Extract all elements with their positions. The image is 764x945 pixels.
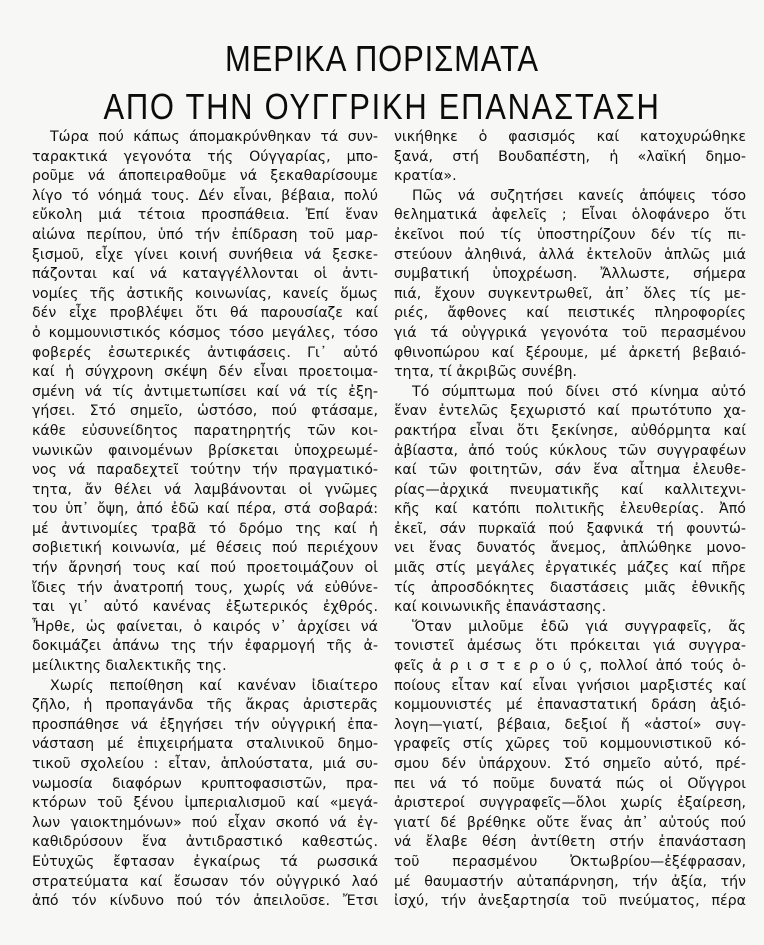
text-line: ξανά, στή Βουδαπέστη, ἡ «λαϊκή δημο-: [394, 148, 746, 165]
text-line: γήσει. Στό σημεῖο, ὡστόσο, πού φτάσαμε,: [32, 403, 378, 420]
text-line: τικοῦ σχολείου : εἶταν, ἁπλούστατα, μιά συ-: [32, 756, 378, 772]
text-line: καί τῶν φοιτητῶν, σάν ἕνα αἶτημα ἐλευθε-: [394, 462, 746, 479]
text-line: μείλικτης διαλεκτικῆς της.: [32, 658, 227, 675]
text-line: φθινοπώρου καί ξέρουμε, μέ ἀρκετή βεβαιό-: [394, 344, 746, 361]
text-line: Εὐτυχῶς ἔφτασαν ἐγκαίρως τά ρωσσικά: [32, 853, 378, 870]
text-line: κῆς καί κατόπι πολιτικῆς ἐλευθερίας. Ἀπό: [394, 501, 746, 518]
text-line: γιά τά οὐγγρικά γεγονότα τοῦ περασμένου: [394, 324, 746, 341]
text-line: ἀριστεροί συγγραφεῖς—ὅλοι χωρίς ἐξαίρεση,: [394, 795, 746, 812]
text-line: ροῦμε νά άποπειραθοῦμε νά ξεκαθαρίσουμε: [32, 168, 378, 185]
text-line: δέν εἶχε προβλέψει ὅτι θά παρουσίαζε καί: [32, 305, 378, 322]
left-column: [32, 128, 378, 912]
text-line: συμβατική ὑποχρέωση. Ἄλλωστε, σήμερα: [394, 266, 746, 283]
text-line: νωμοσία διαφόρων κρυπτοφασιστῶν, πρα-: [32, 775, 378, 792]
text-line: ἀπό τόν κίνδυνο πού τόν ἀπειλοῦσε. Ἔτσι: [32, 893, 378, 910]
paragraph-first-line: Τό σύμπτωμα πού δίνει στό κίνημα αὐτό: [412, 383, 746, 400]
text-line: νει ἕνας δυνατός ἄνεμος, ἁπλώθηκε μονο-: [394, 540, 746, 557]
text-line: τητα, τί ἀκριβῶς συνέβη.: [394, 364, 577, 381]
text-line: ἐκεῖνοι πού τίς ὑποστηρίζουν δέν τίς πι-: [394, 226, 746, 243]
text-line: μέ θαυμαστήν αὐταπάρνηση, τήν ἀξία, τήν: [394, 873, 746, 890]
text-line: καθιδρύσουν ἕνα ἀντιδραστικό καθεστώς.: [32, 834, 378, 851]
right-column: [394, 128, 746, 912]
text-line: νικήθηκε ὁ φασισμός καί κατοχυρώθηκε: [394, 129, 746, 145]
text-line: κομμουνιστές μέ ἐπαναστατική δράση ἀξιό-: [394, 697, 746, 714]
text-line: ἰσχύ, τήν ἀνεξαρτησία τοῦ πνεύματος, πέρα: [394, 893, 746, 910]
text-line: φοβερές ἐσωτερικές ἀντιφάσεις. Γι᾿ αὐτό: [32, 344, 378, 361]
text-line: κρατία».: [394, 168, 457, 185]
text-line: κτόρων τοῦ ξένου ἰμπεριαλισμοῦ καί «μεγά-: [32, 795, 378, 812]
text-line: τονιστεῖ ἀμέσως ὅτι πρόκειται γιά συγγρα-: [394, 638, 746, 655]
text-line: λων γαιοκτημόνων» πού εἶχαν σκοπό νά ἐγ-: [32, 814, 378, 831]
text-line: τίς ἀπροσδόκητες διαστάσεις μιᾶς ἐθνικῆς: [394, 579, 746, 596]
text-line: του ὑπ᾿ ὄψη, ἀπό ἐδῶ καί πέρα, στά σοβαρά:: [32, 501, 378, 518]
text-line: πει νά τό ποῦμε δυνατά πώς οἱ Οὔγγροι: [394, 775, 746, 792]
text-line: μιᾶς στίς μεγάλες ἐργατικές μάζες καί πῆρε: [394, 560, 746, 577]
text-line: νά ἔλαβε θέση ἀντίθετη στήν ἐπανάσταση: [394, 834, 746, 851]
text-line: τοῦ περασμένου Ὀκτωβρίου—ἐξέφρασαν,: [394, 853, 746, 870]
text-line: θεληματικά ἀφελεῖς ; Εἶναι ὁλοφάνερο ὅτι: [394, 207, 746, 224]
text-line: νος νά παραδεχτεῖ τούτην τήν πραγματικό-: [32, 462, 378, 479]
text-line: κάθε εὐσυνείδητος παρατηρητής τῶν κοι-: [32, 422, 378, 439]
text-line: μέ ἀντινομίες τραβᾶ τό δρόμο της καί ἡ: [32, 520, 378, 537]
text-line: σοβιετική κοινωνία, μέ θέσεις πού περιέχουν: [32, 540, 378, 557]
text-line: νάσταση μέ ἐπιχειρήματα σταλινικοῦ δημο-: [32, 736, 378, 753]
text-line: τήν ἄρνησή τους καί πού προετοιμάζουν οἱ: [32, 560, 378, 577]
text-line: ἴδιες τήν ἀνατροπή τους, χωρίς νά εὐθύνε-: [32, 579, 378, 596]
text-line: λίγο τό νόημά τους. Δέν εἶναι, βέβαια, πολύ: [32, 187, 378, 204]
text-line: προσπάθησε νά ἐξηγήσει τήν οὐγγρική ἐπα-: [32, 716, 378, 733]
text-line: εὔκολη μιά τέτοια προσπάθεια. Ἐπί ἕναν: [32, 207, 378, 224]
text-line: ἕναν ἐντελῶς ξεχωριστό καί πρωτότυπο χα-: [394, 403, 746, 420]
text-line: νομίες τῆς ἀστικῆς κοινωνίας, κανείς ὅμως: [32, 285, 378, 302]
text-line: καί ἡ σύγχρονη σκέψη δέν εἶναι προετοιμα-: [32, 364, 378, 381]
text-line: σμου δέν ὑπάρχουν. Στό σημεῖο αὐτό, πρέ-: [394, 756, 746, 772]
text-line: νωνικῶν φαινομένων βρίσκεται ὑποχρεωμέ-: [32, 442, 378, 459]
text-line: ποίους εἶταν καί εἶναι γνήσιοι μαρξιστές καί: [394, 677, 746, 694]
text-line: πιά, ἔχουν συγκεντρωθεῖ, ἀπ᾿ ὅλες τίς με-: [394, 285, 746, 302]
text-line: ξισμοῦ, εἶχε γίνει κοινή συνήθεια νά ξεσκε-: [32, 246, 378, 263]
text-line: γιατί δέ βρέθηκε οὔτε ἕνας ἀπ᾿ αὐτούς πού: [394, 814, 746, 831]
text-line: Ἦρθε, ὡς φαίνεται, ὁ καιρός ν᾿ ἀρχίσει νά: [32, 618, 378, 635]
text-line: ἀβίαστα, ἀπό τούς κύκλους τῶν συγγραφέων: [394, 442, 746, 459]
text-line: ἐκεῖ, σάν πυρκαϊά πού ξαφνικά τή φουντώ-: [394, 520, 746, 537]
text-line: στεύουν ἀληθινά, ἀλλά ἐκτελοῦν ἁπλῶς μιά: [394, 246, 746, 263]
text-line: ζῆλο, ἡ προπαγάνδα τῆς ἄκρας ἀριστερᾶς: [32, 697, 378, 714]
text-line: δοκιμάζει ἀπάνω της τήν ἐφαρμογή τῆς ἀ-: [32, 638, 378, 655]
article-title-line-1: ΜΕΡΙΚΑ ΠΟΡΙΣΜΑΤΑ: [225, 38, 539, 80]
text-line: σμένη νά τίς ἀντιμετωπίσει καί νά τίς ἐξη-: [32, 383, 378, 400]
paragraph-first-line: Χωρίς πεποίθηση καί κανέναν ἰδιαίτερο: [50, 677, 378, 694]
text-line: ρίας—ἀρχικά πνευματικῆς καί καλλιτεχνι-: [394, 481, 746, 498]
paragraph-first-line: Ὅταν μιλοῦμε ἐδῶ γιά συγγραφεῖς, ἄς: [412, 618, 746, 635]
paragraph-first-line: Πῶς νά συζητήσει κανείς ἀπόψεις τόσο: [412, 187, 746, 204]
paragraph-first-line: Τώρα πού κάπως άπομακρύνθηκαν τά συν-: [50, 129, 378, 145]
text-line: ρακτήρα εἶναι ὅτι ξεκίνησε, αὐθόρμητα καί: [394, 422, 746, 439]
text-line: αἰώνα περίπου, ὑπό τήν ἐπίδραση τοῦ μαρ-: [32, 226, 378, 243]
text-line: ριές, ἄφθονες καί πειστικές πληροφορίες: [394, 305, 746, 322]
article-title-line-2: ΑΠΟ ΤΗΝ ΟΥΓΓΡΙΚΗ ΕΠΑΝΑΣΤΑΣΗ: [103, 86, 661, 128]
text-line: τητα, ἄν θέλει νά λαμβάνονται οἱ γνῶμες: [32, 481, 378, 498]
text-line: καί κοινωνικῆς ἐπανάστασης.: [394, 599, 607, 616]
text-line: ταρακτικά γεγονότα τής Ούγγαρίας, μπο-: [32, 148, 378, 165]
text-line: στρατεύματα καί ἔσωσαν τόν οὐγγρικό λαό: [32, 873, 378, 890]
text-line: φεῖς ἀ ρ ι σ τ ε ρ ο ύ ς, πολλοί ἀπό τούς ὁ-: [394, 658, 746, 675]
text-line: ὁ κομμουνιστικός κόσμος τόσο μεγάλες, τόσο: [32, 324, 378, 341]
text-line: πάζονται καί νά καταγγέλλονται οἱ ἀντι-: [32, 266, 378, 283]
text-line: ται γι᾿ αὐτό κανένας ἐξωτερικός ἐχθρός.: [32, 599, 378, 616]
text-line: γραφεῖς στίς χῶρες τοῦ κομμουνιστικοῦ κό-: [394, 736, 746, 753]
text-line: λογη—γιατί, βέβαια, δεξιοί ἤ «ἀστοί» συγ-: [394, 716, 746, 733]
